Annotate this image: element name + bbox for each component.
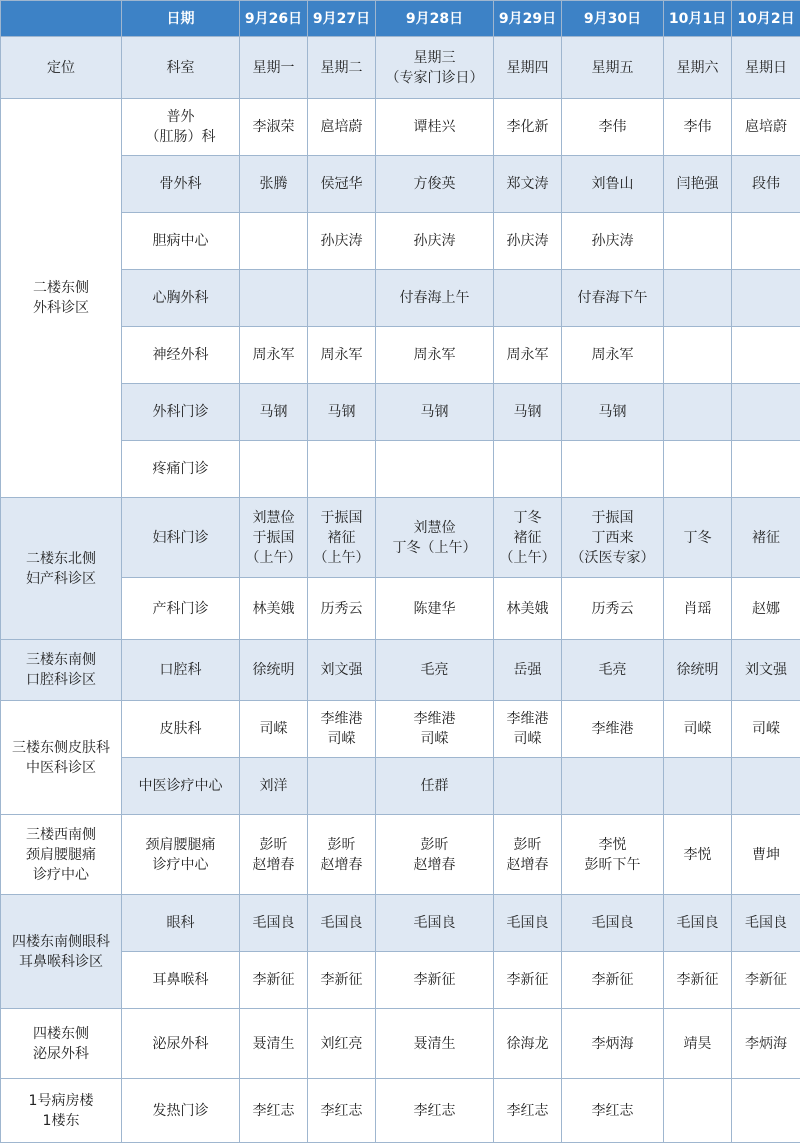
doctor-cell: [308, 270, 376, 327]
header-corner: [1, 1, 122, 37]
weekday-cell: 星期四: [494, 37, 562, 99]
location-cell: 四楼东南侧眼科 耳鼻喉科诊区: [1, 895, 122, 1009]
doctor-cell: [664, 1079, 732, 1143]
department-header: 科室: [122, 37, 240, 99]
doctor-cell: 李红志: [494, 1079, 562, 1143]
doctor-cell: 毛亮: [562, 640, 664, 701]
doctor-cell: 聂清生: [376, 1009, 494, 1079]
doctor-cell: [732, 1079, 800, 1143]
date-cell: 9月29日: [494, 1, 562, 37]
doctor-cell: 周永军: [308, 327, 376, 384]
doctor-cell: 张腾: [240, 156, 308, 213]
doctor-cell: 李化新: [494, 99, 562, 156]
doctor-cell: 周永军: [240, 327, 308, 384]
doctor-cell: 李新征: [240, 952, 308, 1009]
schedule-row: [1, 701, 800, 758]
doctor-cell: 李红志: [308, 1079, 376, 1143]
department-cell: 颈肩腰腿痛 诊疗中心: [122, 815, 240, 895]
doctor-cell: 孙庆涛: [562, 213, 664, 270]
doctor-cell: 毛国良: [732, 895, 800, 952]
department-cell: 耳鼻喉科: [122, 952, 240, 1009]
doctor-cell: 扈培蔚: [732, 99, 800, 156]
doctor-cell: [562, 441, 664, 498]
doctor-cell: 李炳海: [732, 1009, 800, 1079]
doctor-cell: 马钢: [494, 384, 562, 441]
location-cell: 三楼西南侧 颈肩腰腿痛 诊疗中心: [1, 815, 122, 895]
schedule-row: [1, 815, 800, 895]
department-cell: 骨外科: [122, 156, 240, 213]
doctor-cell: [494, 270, 562, 327]
doctor-cell: 扈培蔚: [308, 99, 376, 156]
doctor-cell: 李维港 司嵘: [376, 701, 494, 758]
weekday-cell: 星期日: [732, 37, 800, 99]
weekday-cell: 星期一: [240, 37, 308, 99]
doctor-cell: 聂清生: [240, 1009, 308, 1079]
doctor-cell: [732, 758, 800, 815]
doctor-cell: 李维港 司嵘: [308, 701, 376, 758]
doctor-cell: 李新征: [376, 952, 494, 1009]
doctor-cell: [732, 270, 800, 327]
doctor-cell: [664, 213, 732, 270]
doctor-cell: 岳强: [494, 640, 562, 701]
location-cell: 二楼东侧 外科诊区: [1, 99, 122, 498]
doctor-cell: 付春海下午: [562, 270, 664, 327]
doctor-cell: 肖瑶: [664, 578, 732, 640]
doctor-cell: 毛国良: [494, 895, 562, 952]
doctor-cell: 李伟: [562, 99, 664, 156]
department-cell: 普外 （肛肠）科: [122, 99, 240, 156]
doctor-cell: [664, 270, 732, 327]
doctor-cell: 刘文强: [732, 640, 800, 701]
doctor-cell: [308, 441, 376, 498]
date-cell: 9月28日: [376, 1, 494, 37]
location-cell: 三楼东南侧 口腔科诊区: [1, 640, 122, 701]
doctor-cell: 李红志: [376, 1079, 494, 1143]
doctor-cell: 司嵘: [240, 701, 308, 758]
doctor-cell: [494, 441, 562, 498]
doctor-cell: 李悦 彭昕下午: [562, 815, 664, 895]
schedule-row: [1, 640, 800, 701]
schedule-row: [1, 1009, 800, 1079]
doctor-cell: 曹坤: [732, 815, 800, 895]
doctor-cell: 毛国良: [664, 895, 732, 952]
doctor-cell: 孙庆涛: [376, 213, 494, 270]
doctor-cell: 李新征: [664, 952, 732, 1009]
doctor-cell: 孙庆涛: [494, 213, 562, 270]
doctor-cell: 丁冬 褚征 （上午）: [494, 498, 562, 578]
doctor-cell: 马钢: [308, 384, 376, 441]
department-cell: 神经外科: [122, 327, 240, 384]
doctor-cell: 闫艳强: [664, 156, 732, 213]
department-cell: 心胸外科: [122, 270, 240, 327]
location-cell: 四楼东侧 泌尿外科: [1, 1009, 122, 1079]
doctor-cell: [732, 384, 800, 441]
weekday-cell: 星期五: [562, 37, 664, 99]
doctor-cell: 孙庆涛: [308, 213, 376, 270]
weekday-row: [1, 37, 800, 99]
date-cell: 9月30日: [562, 1, 664, 37]
doctor-cell: 李新征: [732, 952, 800, 1009]
date-cell: 10月1日: [664, 1, 732, 37]
doctor-cell: 李炳海: [562, 1009, 664, 1079]
doctor-cell: 李淑荣: [240, 99, 308, 156]
doctor-cell: 刘文强: [308, 640, 376, 701]
doctor-cell: [732, 213, 800, 270]
department-cell: 发热门诊: [122, 1079, 240, 1143]
doctor-cell: 付春海上午: [376, 270, 494, 327]
doctor-cell: 刘慧俭 于振国 （上午）: [240, 498, 308, 578]
location-cell: 三楼东侧皮肤科 中医科诊区: [1, 701, 122, 815]
department-cell: 疼痛门诊: [122, 441, 240, 498]
doctor-cell: 李新征: [562, 952, 664, 1009]
doctor-cell: 赵娜: [732, 578, 800, 640]
doctor-cell: 马钢: [562, 384, 664, 441]
doctor-cell: 毛国良: [308, 895, 376, 952]
doctor-cell: 彭昕 赵增春: [240, 815, 308, 895]
doctor-cell: 毛亮: [376, 640, 494, 701]
doctor-cell: 徐统明: [664, 640, 732, 701]
doctor-cell: 毛国良: [240, 895, 308, 952]
doctor-cell: 靖昊: [664, 1009, 732, 1079]
department-cell: 妇科门诊: [122, 498, 240, 578]
doctor-cell: 于振国 褚征 （上午）: [308, 498, 376, 578]
doctor-cell: [494, 758, 562, 815]
doctor-cell: 李新征: [494, 952, 562, 1009]
doctor-cell: 谭桂兴: [376, 99, 494, 156]
date-cell: 9月27日: [308, 1, 376, 37]
doctor-cell: 于振国 丁西来 （沃医专家）: [562, 498, 664, 578]
department-cell: 皮肤科: [122, 701, 240, 758]
doctor-cell: 侯冠华: [308, 156, 376, 213]
doctor-cell: [732, 327, 800, 384]
schedule-row: [1, 498, 800, 578]
doctor-cell: 陈建华: [376, 578, 494, 640]
doctor-cell: 周永军: [376, 327, 494, 384]
doctor-cell: 李维港 司嵘: [494, 701, 562, 758]
department-cell: 外科门诊: [122, 384, 240, 441]
doctor-cell: 李新征: [308, 952, 376, 1009]
doctor-cell: 林美娥: [494, 578, 562, 640]
doctor-cell: 司嵘: [732, 701, 800, 758]
doctor-cell: 段伟: [732, 156, 800, 213]
location-cell: 1号病房楼 1楼东: [1, 1079, 122, 1143]
department-cell: 胆病中心: [122, 213, 240, 270]
doctor-cell: 刘鲁山: [562, 156, 664, 213]
doctor-cell: 历秀云: [308, 578, 376, 640]
doctor-cell: 周永军: [562, 327, 664, 384]
doctor-cell: 褚征: [732, 498, 800, 578]
doctor-cell: 彭昕 赵增春: [494, 815, 562, 895]
location-header: 定位: [1, 37, 122, 99]
doctor-cell: [664, 384, 732, 441]
doctor-cell: 刘洋: [240, 758, 308, 815]
department-cell: 眼科: [122, 895, 240, 952]
department-cell: 中医诊疗中心: [122, 758, 240, 815]
department-cell: 产科门诊: [122, 578, 240, 640]
doctor-cell: 马钢: [376, 384, 494, 441]
doctor-cell: 李红志: [562, 1079, 664, 1143]
doctor-cell: 刘红亮: [308, 1009, 376, 1079]
doctor-cell: 郑文涛: [494, 156, 562, 213]
schedule-row: [1, 1079, 800, 1143]
date-label: 日期: [122, 1, 240, 37]
doctor-cell: 周永军: [494, 327, 562, 384]
doctor-cell: 李维港: [562, 701, 664, 758]
doctor-cell: 徐海龙: [494, 1009, 562, 1079]
header-row: [1, 1, 800, 37]
department-cell: 口腔科: [122, 640, 240, 701]
doctor-cell: 徐统明: [240, 640, 308, 701]
weekday-cell: 星期二: [308, 37, 376, 99]
doctor-cell: [664, 758, 732, 815]
doctor-cell: 彭昕 赵增春: [376, 815, 494, 895]
doctor-cell: 毛国良: [376, 895, 494, 952]
doctor-cell: [308, 758, 376, 815]
doctor-cell: 林美娥: [240, 578, 308, 640]
doctor-cell: 毛国良: [562, 895, 664, 952]
doctor-cell: 彭昕 赵增春: [308, 815, 376, 895]
doctor-cell: [664, 327, 732, 384]
doctor-cell: 刘慧俭 丁冬（上午）: [376, 498, 494, 578]
schedule-row: [1, 99, 800, 156]
doctor-cell: [562, 758, 664, 815]
doctor-cell: [376, 441, 494, 498]
doctor-cell: [240, 441, 308, 498]
weekday-cell: 星期六: [664, 37, 732, 99]
doctor-cell: [664, 441, 732, 498]
date-cell: 10月2日: [732, 1, 800, 37]
location-cell: 二楼东北侧 妇产科诊区: [1, 498, 122, 640]
doctor-cell: 李伟: [664, 99, 732, 156]
department-cell: 泌尿外科: [122, 1009, 240, 1079]
doctor-cell: [732, 441, 800, 498]
doctor-cell: 丁冬: [664, 498, 732, 578]
doctor-cell: [240, 270, 308, 327]
doctor-cell: 李红志: [240, 1079, 308, 1143]
date-cell: 9月26日: [240, 1, 308, 37]
doctor-cell: 司嵘: [664, 701, 732, 758]
doctor-cell: 李悦: [664, 815, 732, 895]
doctor-cell: [240, 213, 308, 270]
weekday-cell: 星期三 （专家门诊日）: [376, 37, 494, 99]
doctor-cell: 任群: [376, 758, 494, 815]
doctor-cell: 方俊英: [376, 156, 494, 213]
doctor-cell: 历秀云: [562, 578, 664, 640]
schedule-row: [1, 895, 800, 952]
doctor-cell: 马钢: [240, 384, 308, 441]
